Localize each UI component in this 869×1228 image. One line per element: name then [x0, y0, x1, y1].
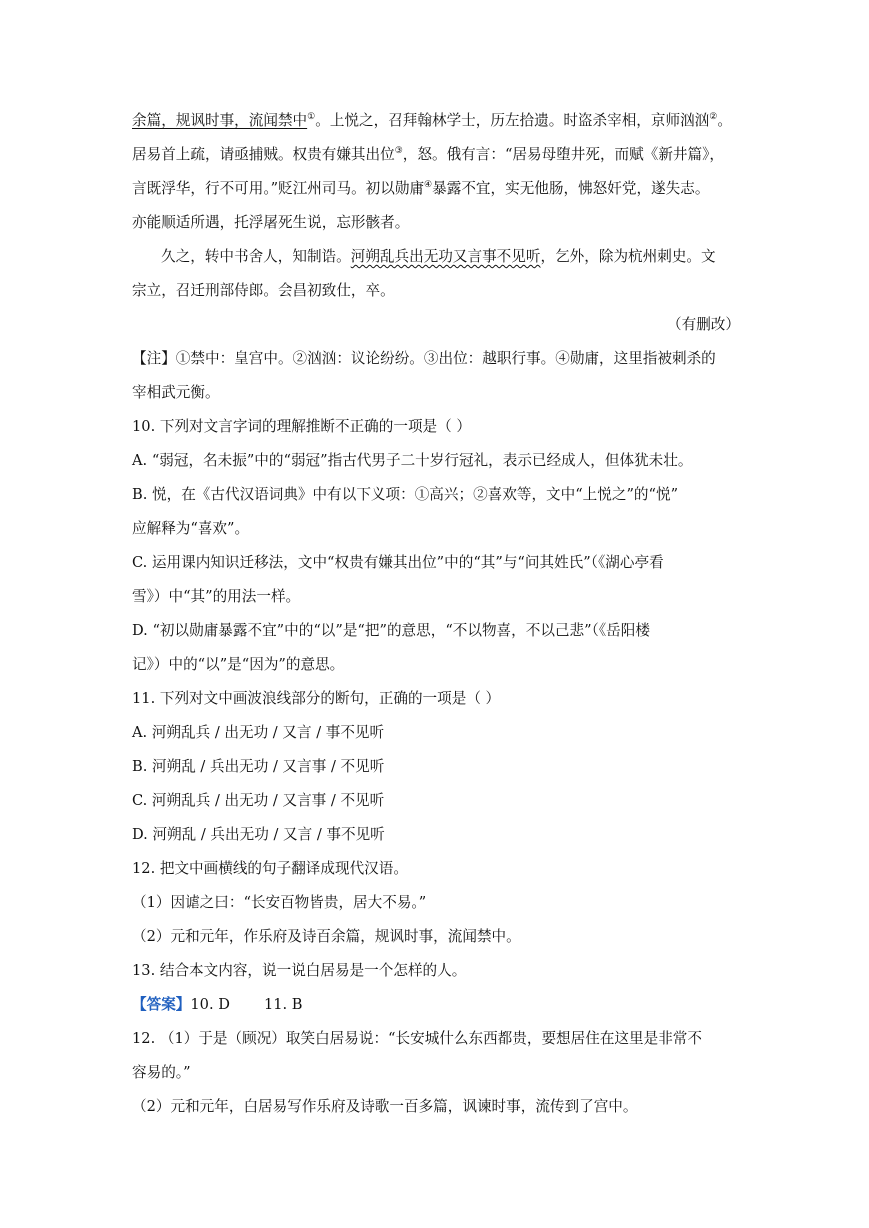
- passage-line-6: 宗立，召迁刑部侍郎。会昌初致仕，卒。: [132, 282, 395, 299]
- passage-text: ，乞外，除为杭州刺史。文: [540, 248, 716, 265]
- source-note: （有删改）: [667, 316, 740, 333]
- q10-option-c-cont: 雪》）中“其”的用法一样。: [132, 588, 301, 605]
- passage-text: 久之，转中书舍人，知制诰。: [161, 248, 351, 265]
- q11-option-a: A. 河朔乱兵 / 出无功 / 又言 / 事不见听: [132, 724, 385, 741]
- footnote-marker: ③: [394, 146, 403, 157]
- q12-stem: 12. 把文中画横线的句子翻译成现代汉语。: [132, 860, 408, 877]
- q10-option-d-cont: 记》）中的“以”是“因为”的意思。: [132, 656, 345, 673]
- q11-option-b: B. 河朔乱 / 兵出无功 / 又言事 / 不见听: [132, 758, 385, 775]
- passage-line-2: [132, 138, 740, 172]
- q10-option-a: A. “弱冠，名未振”中的“弱冠”指古代男子二十岁行冠礼，表示已经成人，但体犹未壮。: [132, 452, 693, 469]
- passage-text: 言既浮华，行不可用。”贬江州司马。初以勋庸: [132, 180, 425, 197]
- answer-10: 10. D: [190, 996, 230, 1013]
- answer-tag: 【答案】: [132, 996, 191, 1013]
- passage-text: 居易首上疏，请亟捕贼。权贵有嫌其出位: [132, 146, 395, 163]
- passage-text: 。上悦之，召拜翰林学士，历左拾遗。时盗杀宰相，京师汹汹: [315, 112, 710, 129]
- q12-sentence-1: （1）因谑之曰：“长安百物皆贵，居大不易。”: [132, 894, 427, 911]
- q13-stem: 13. 结合本文内容，说一说白居易是一个怎样的人。: [132, 962, 467, 979]
- footnote-marker: ①: [307, 112, 316, 123]
- footnote-marker: ②: [709, 112, 718, 123]
- document-page: [132, 104, 740, 1124]
- q10-option-d: D. “初以勋庸暴露不宜”中的“以”是“把”的意思，“不以物喜，不以己悲”（《岳阳楼: [132, 622, 650, 639]
- q10-option-b: B. 悦，在《古代汉语词典》中有以下义项：①高兴；②喜欢等，文中“上悦之”的“悦”: [132, 486, 679, 503]
- notes-line-2: 宰相武元衡。: [132, 384, 220, 401]
- answer-12-line-1: 12. （1）于是（顾况）取笑白居易说：“长安城什么东西都贵，要想居住在这里是非常不: [132, 1030, 702, 1047]
- passage-line-3: [132, 172, 740, 206]
- answer-11: 11. B: [263, 996, 303, 1013]
- answer-12-line-2: 容易的。”: [132, 1064, 191, 1081]
- passage-line-4: 亦能顺适所遇，托浮屠死生说，忘形骸者。: [132, 214, 410, 231]
- wavy-underlined-sentence: 河朔乱兵出无功又言事不见听: [350, 248, 541, 265]
- q10-option-c: C. 运用课内知识迁移法，文中“权贵有嫌其出位”中的“其”与“问其姓氏”（《湖心亭看: [132, 554, 664, 571]
- footnote-marker: ④: [424, 180, 433, 191]
- underlined-sentence: 余篇，规讽时事，流闻禁中: [132, 112, 308, 129]
- q10-option-b-cont: 应解释为“喜欢”。: [132, 520, 250, 537]
- q11-stem: 11. 下列对文中画波浪线部分的断句，正确的一项是（ ）: [132, 690, 501, 707]
- answer-12-line-3: （2）元和元年，白居易写作乐府及诗歌一百多篇，讽谏时事，流传到了宫中。: [132, 1098, 638, 1115]
- answer-line-1: [132, 988, 740, 1022]
- q12-sentence-2: （2）元和元年，作乐府及诗百余篇，规讽时事，流闻禁中。: [132, 928, 521, 945]
- passage-text: 。: [717, 112, 732, 129]
- q10-stem: 10. 下列对文言字词的理解推断不正确的一项是（ ）: [132, 418, 471, 435]
- passage-text: ，怒。俄有言：“居易母堕井死，而赋《新井篇》，: [402, 146, 725, 163]
- passage-line-5: [132, 240, 740, 274]
- notes-line-1: 【注】①禁中：皇宫中。②汹汹：议论纷纷。③出位：越职行事。④勋庸，这里指被刺杀的: [132, 350, 716, 367]
- q11-option-c: C. 河朔乱兵 / 出无功 / 又言事 / 不见听: [132, 792, 385, 809]
- passage-line-1: [132, 104, 740, 138]
- q11-option-d: D. 河朔乱 / 兵出无功 / 又言 / 事不见听: [132, 826, 385, 843]
- passage-text: 暴露不宜，实无他肠，怫怒奸党，遂失志。: [432, 180, 710, 197]
